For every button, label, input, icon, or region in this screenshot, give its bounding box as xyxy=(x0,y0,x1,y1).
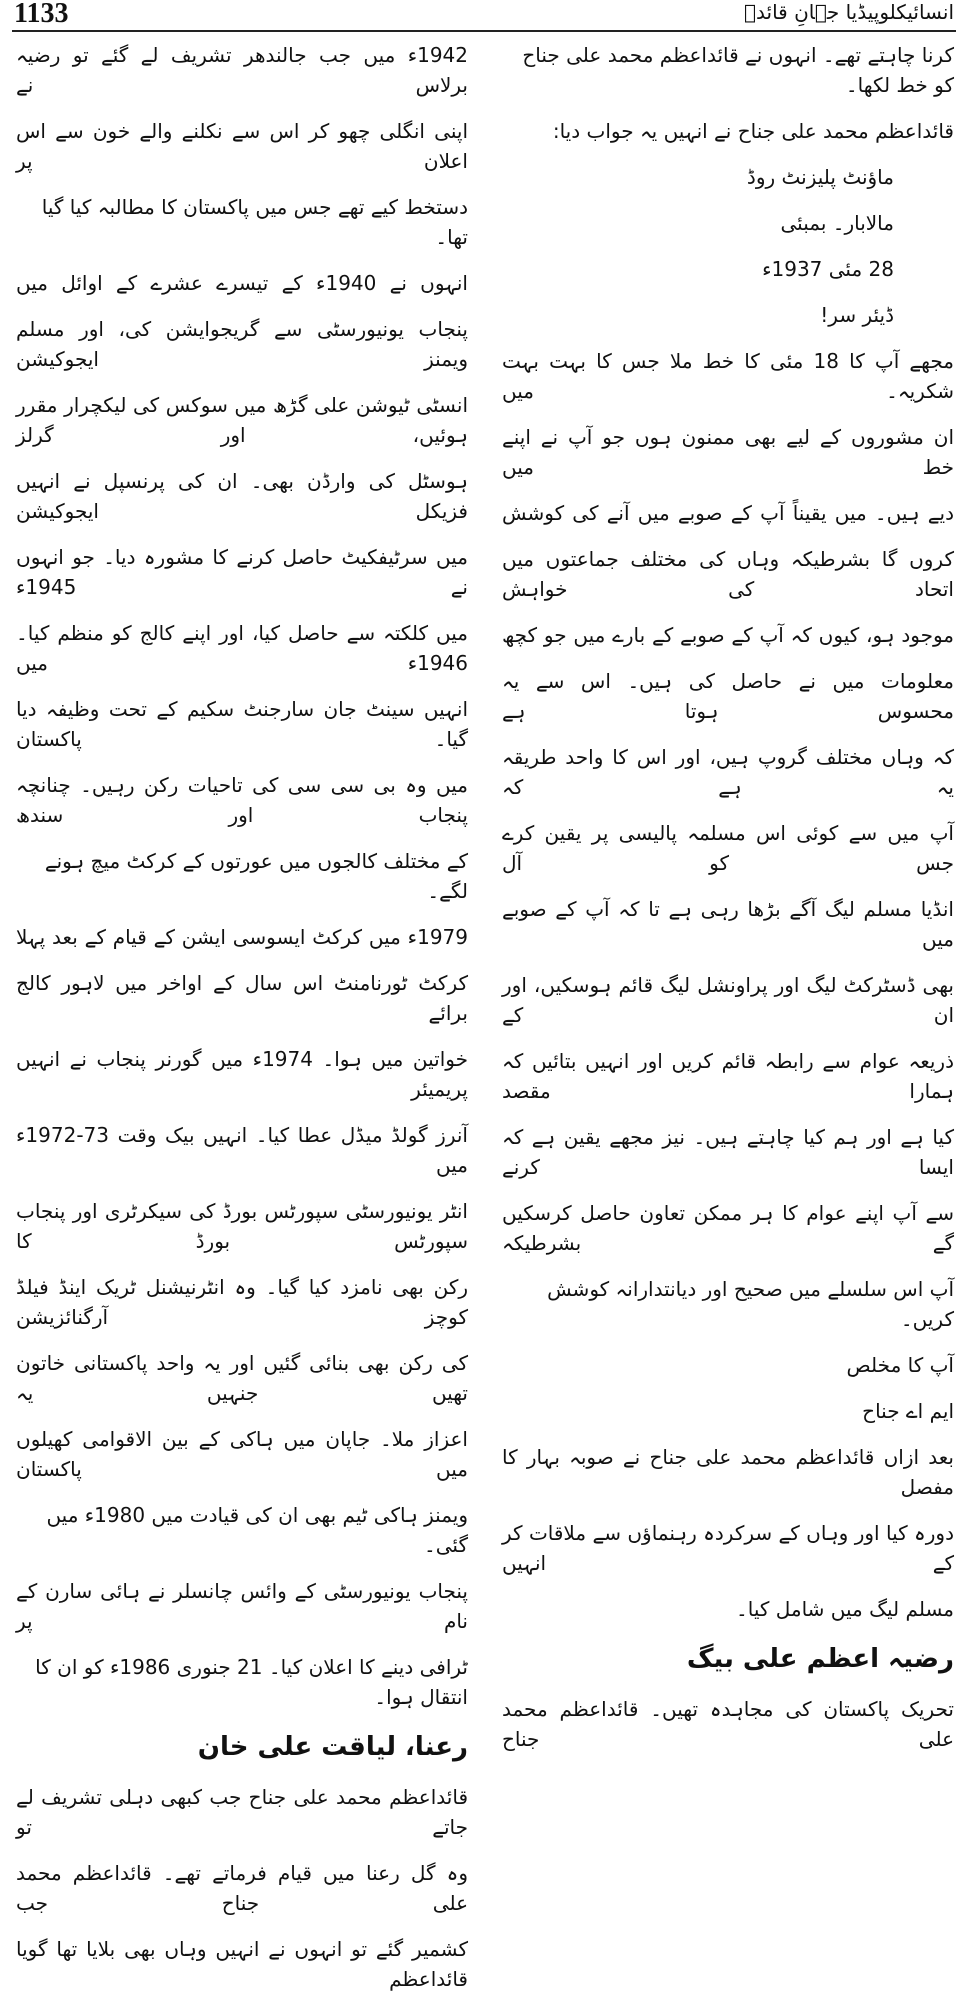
text-line: ذریعہ عوام سے رابطہ قائم کریں اور انہیں بتائیں کہ ہمارا مقصد xyxy=(502,1049,954,1103)
text-line: مجھے آپ کا 18 مئی کا خط ملا جس کا بہت بہت شکریہ۔ میں xyxy=(502,349,954,403)
text-line: میں وہ بی سی سی کی تاحیات رکن رہیں۔ چنانچہ پنجاب اور سندھ xyxy=(16,773,468,827)
text-line: کے مختلف کالجوں میں عورتوں کے کرکٹ میچ ہونے لگے۔ xyxy=(44,849,468,903)
text-line: کرنا چاہتے تھے۔ انہوں نے قائداعظم محمد علی جناح کو خط لکھا۔ xyxy=(522,43,954,97)
page-number: 1133 xyxy=(14,0,69,29)
text-line: انٹر یونیورسٹی سپورٹس بورڈ کی سیکرٹری اور پنجاب سپورٹس بورڈ کا xyxy=(16,1199,468,1253)
text-line: ہوسٹل کی وارڈن بھی۔ ان کی پرنسپل نے انہیں فزیکل ایجوکیشن xyxy=(16,469,468,523)
text-line: بھی ڈسٹرکٹ لیگ اور پراونشل لیگ قائم ہوسکیں، اور ان کے xyxy=(502,973,954,1027)
text-line: ایم اے جناح xyxy=(862,1399,954,1423)
text-line: دستخط کیے تھے جس میں پاکستان کا مطالبہ کیا گیا تھا۔ xyxy=(41,195,468,249)
text-line: مسلم لیگ میں شامل کیا۔ xyxy=(736,1597,954,1621)
text-line: ٹرافی دینے کا اعلان کیا۔ 21 جنوری 1986ء کو ان کا انتقال ہوا۔ xyxy=(35,1655,468,1709)
text-line: پنجاب یونیورسٹی کے وائس چانسلر نے ہائی سارن کے نام پر xyxy=(16,1579,468,1633)
text-line: ڈیئر سر! xyxy=(820,303,894,327)
text-line: رکن بھی نامزد کیا گیا۔ وہ انٹرنیشنل ٹریک اینڈ فیلڈ کوچز آرگنائزیشن xyxy=(16,1275,468,1329)
text-line: میں سرٹیفکیٹ حاصل کرنے کا مشورہ دیا۔ جو انہوں نے 1945ء xyxy=(16,545,468,599)
text-line: ان مشوروں کے لیے بھی ممنون ہوں جو آپ نے اپنے خط میں xyxy=(502,425,954,479)
text-line: موجود ہو، کیوں کہ آپ کے صوبے کے بارے میں جو کچھ xyxy=(502,623,954,647)
text-line: مالابار۔ بمبئی xyxy=(780,211,894,235)
running-header xyxy=(12,0,956,32)
text-columns xyxy=(0,32,968,2002)
text-line: 1979ء میں کرکٹ ایسوسی ایشن کے قیام کے بعد پہلا xyxy=(16,925,468,949)
text-line: کہ وہاں مختلف گروپ ہیں، اور اس کا واحد طریقہ یہ ہے کہ xyxy=(502,745,954,799)
book-title: انسائیکلوپیڈیا جہانِ قائدؒ xyxy=(744,0,954,24)
text-line: 28 مئی 1937ء xyxy=(762,257,894,281)
text-line: انہوں نے 1940ء کے تیسرے عشرے کے اوائل میں xyxy=(16,271,468,295)
text-line: کروں گا بشرطیکہ وہاں کی مختلف جماعتوں میں اتحاد کی خواہش xyxy=(502,547,954,601)
text-line: میں کلکتہ سے حاصل کیا، اور اپنے کالج کو منظم کیا۔ 1946ء میں xyxy=(16,621,468,675)
text-line: ماؤنٹ پلیزنٹ روڈ xyxy=(746,165,894,189)
text-line: بعد ازاں قائداعظم محمد علی جناح نے صوبہ بہار کا مفصل xyxy=(502,1445,954,1499)
text-line: تحریک پاکستان کی مجاہدہ تھیں۔ قائداعظم محمد علی جناح xyxy=(502,1697,954,1751)
text-line: قائداعظم محمد علی جناح جب کبھی دہلی تشریف لے جاتے تو xyxy=(16,1785,468,1839)
text-line: آنرز گولڈ میڈل عطا کیا۔ انہیں بیک وقت 73-1972ء میں xyxy=(16,1123,468,1177)
text-line: قائداعظم محمد علی جناح نے انہیں یہ جواب دیا: xyxy=(552,119,954,143)
text-line: وہ گل رعنا میں قیام فرماتے تھے۔ قائداعظم محمد علی جناح جب xyxy=(16,1861,468,1915)
text-line: 1942ء میں جب جالندھر تشریف لے گئے تو رضیہ برلاس نے xyxy=(16,43,468,97)
text-line: آپ اس سلسلے میں صحیح اور دیانتدارانہ کوشش کریں۔ xyxy=(547,1277,954,1331)
text-line: معلومات میں نے حاصل کی ہیں۔ اس سے یہ محسوس ہوتا ہے xyxy=(502,669,954,723)
text-line: انڈیا مسلم لیگ آگے بڑھا رہی ہے تا کہ آپ کے صوبے میں xyxy=(502,897,954,951)
left-column xyxy=(16,32,468,2002)
text-line: پنجاب یونیورسٹی سے گریجوایشن کی، اور مسلم ویمنز ایجوکیشن xyxy=(16,317,468,371)
text-line: آپ میں سے کوئی اس مسلمہ پالیسی پر یقین کرے جس کو آل xyxy=(502,821,954,875)
text-line: کی رکن بھی بنائی گئیں اور یہ واحد پاکستانی خاتون تھیں جنہیں یہ xyxy=(16,1351,468,1405)
text-line: دورہ کیا اور وہاں کے سرکردہ رہنماؤں سے ملاقات کر کے انہیں xyxy=(502,1521,954,1575)
text-line: کشمیر گئے تو انہوں نے انہیں وہاں بھی بلایا تھا گویا قائداعظم xyxy=(16,1937,468,1991)
text-line: سے آپ اپنے عوام کا ہر ممکن تعاون حاصل کرسکیں گے بشرطیکہ xyxy=(502,1201,954,1255)
text-line: کرکٹ ٹورنامنٹ اس سال کے اواخر میں لاہور کالج برائے xyxy=(16,971,468,1025)
text-line: اعزاز ملا۔ جاپان میں ہاکی کے بین الاقوامی کھیلوں میں پاکستان xyxy=(16,1427,468,1481)
text-line: ویمنز ہاکی ٹیم بھی ان کی قیادت میں 1980ء میں گئی۔ xyxy=(46,1503,468,1557)
section-heading: رضیہ اعظم علی بیگ xyxy=(686,1644,954,1674)
text-line: دیے ہیں۔ میں یقیناً آپ کے صوبے میں آنے کی کوشش xyxy=(502,501,954,525)
text-line: کیا ہے اور ہم کیا چاہتے ہیں۔ نیز مجھے یقین ہے کہ ایسا کرنے xyxy=(502,1125,954,1179)
section-heading: رعنا، لیاقت علی خان xyxy=(197,1732,468,1762)
text-line: آپ کا مخلص xyxy=(846,1353,954,1377)
text-line: اپنی انگلی چھو کر اس سے نکلنے والے خون سے اس اعلان پر xyxy=(16,119,468,173)
text-line: انسٹی ٹیوشن علی گڑھ میں سوکس کی لیکچرار مقرر ہوئیں، اور گرلز xyxy=(16,393,468,447)
text-line: انہیں سینٹ جان سارجنٹ سکیم کے تحت وظیفہ دیا گیا۔ پاکستان xyxy=(16,697,468,751)
right-column xyxy=(502,32,954,2002)
text-line: خواتین میں ہوا۔ 1974ء میں گورنر پنجاب نے انہیں پریمیئر xyxy=(16,1047,468,1101)
